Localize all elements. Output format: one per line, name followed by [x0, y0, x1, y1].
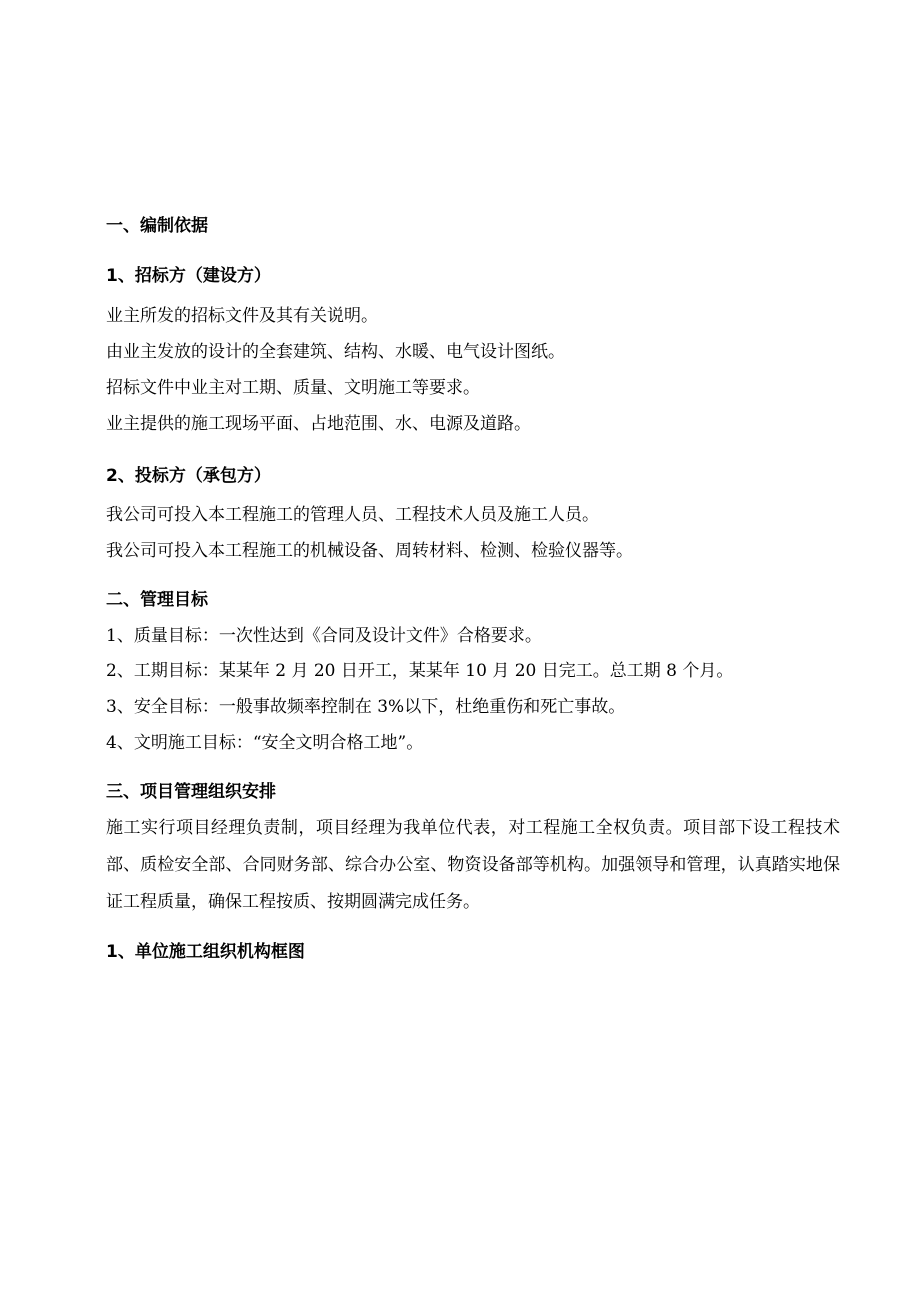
subheading-bidder: 2、投标方（承包方） [106, 466, 271, 486]
goal-item-quality: 1、质量目标：一次性达到《合同及设计文件》合格要求。 [106, 626, 542, 646]
subheading-org-chart: 1、单位施工组织机构框图 [106, 942, 305, 962]
section-heading-basis: 一、编制依据 [106, 216, 208, 236]
goal-item-safety: 3、安全目标：一般事故频率控制在 3%以下，杜绝重伤和死亡事故。 [106, 697, 626, 717]
text-line: 业主提供的施工现场平面、占地范围、水、电源及道路。 [106, 414, 531, 434]
subheading-tenderer: 1、招标方（建设方） [106, 266, 271, 286]
goal-item-civilized: 4、文明施工目标：“安全文明合格工地”。 [106, 733, 424, 753]
section-heading-organization: 三、项目管理组织安排 [106, 782, 276, 802]
section-heading-goals: 二、管理目标 [106, 590, 208, 610]
goal-item-schedule: 2、工期目标：某某年 2 月 20 日开工，某某年 10 月 20 日完工。总工期 8 个月。 [106, 661, 734, 681]
text-line: 我公司可投入本工程施工的机械设备、周转材料、检测、检验仪器等。 [106, 541, 633, 561]
organization-paragraph: 施工实行项目经理负责制，项目经理为我单位代表，对工程施工全权负责。项目部下设工程技术部、质检安全部、合同财务部、综合办公室、物资设备部等机构。加强领导和管理，认真踏实地保证工程质量，确保工程按质、按期圆满完成任务。 [106, 818, 840, 912]
text-line: 我公司可投入本工程施工的管理人员、工程技术人员及施工人员。 [106, 505, 599, 525]
text-line: 由业主发放的设计的全套建筑、结构、水暖、电气设计图纸。 [106, 342, 565, 362]
text-line: 招标文件中业主对工期、质量、文明施工等要求。 [106, 378, 480, 398]
text-line: 业主所发的招标文件及其有关说明。 [106, 306, 378, 326]
